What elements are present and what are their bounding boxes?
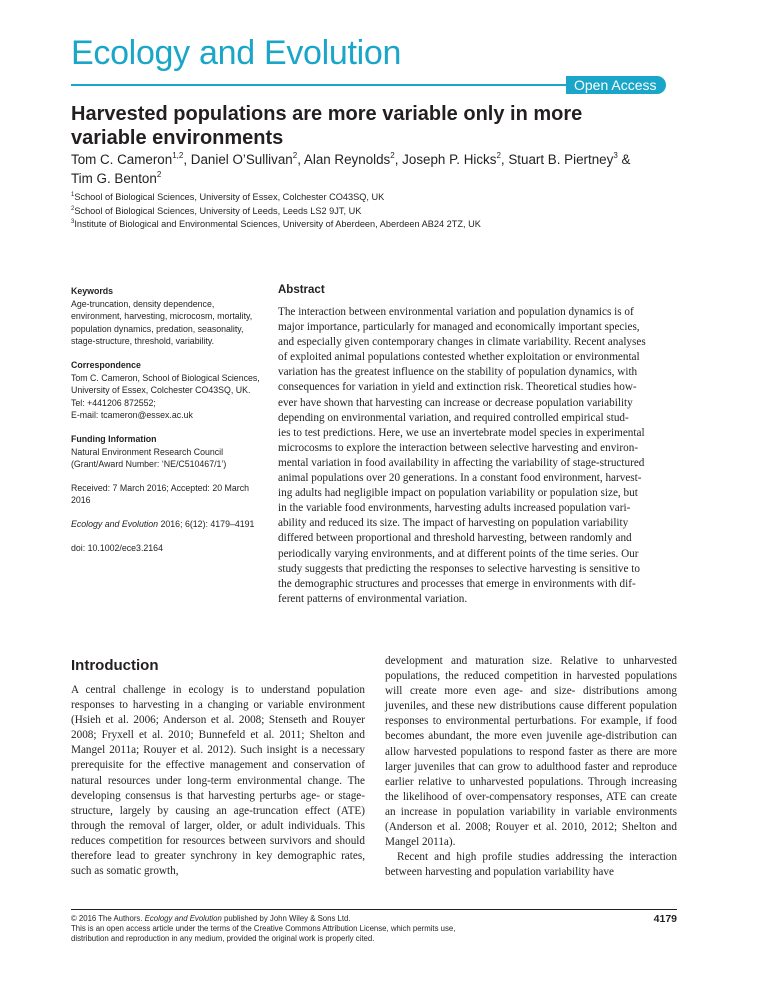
author-name: Daniel O’Sullivan bbox=[190, 152, 293, 167]
article-title bbox=[71, 102, 671, 150]
abstract-line: in the variable food environments, harvesting adults increased population vari- bbox=[278, 502, 631, 515]
abstract-line: ever have shown that harvesting can increase or decrease population variability bbox=[278, 396, 633, 409]
abstract-line: ies to test predictions. Here, we use an invertebrate model species in experimental bbox=[278, 426, 645, 439]
abstract-line: animal populations over 20 generations. In a constant food environment, harvest- bbox=[278, 472, 642, 485]
affiliation-text: Institute of Biological and Environmental Sciences, University of Aberdeen, Aberdeen AB24 2TZ, UK bbox=[74, 219, 481, 230]
abstract-line: ferent patterns of environmental variation. bbox=[278, 592, 468, 605]
correspondence-telephone: Tel: +441206 872552; bbox=[71, 397, 156, 408]
open-access-badge: Open Access bbox=[566, 76, 666, 94]
citation bbox=[71, 518, 267, 531]
affiliation bbox=[71, 205, 691, 219]
abstract-line: ing adults had negligible impact on population variability or population size, but bbox=[278, 487, 638, 500]
correspondence-heading: Correspondence bbox=[71, 359, 141, 370]
keywords-text: Age-truncation, density dependence, environment, harvesting, microcosm, mortality, population dynamics, predation, seasonality, stage-structure, threshold, variability. bbox=[71, 298, 253, 347]
author-affiliation-mark: 2 bbox=[390, 151, 395, 160]
keywords-block bbox=[71, 285, 267, 348]
abstract-section bbox=[278, 284, 677, 607]
abstract-line: depending on environmental variation, and required controlled empirical stud- bbox=[278, 411, 629, 424]
introduction-column-left bbox=[71, 683, 365, 879]
abstract-line: microcosms to explore the interaction between selective harvesting and environ- bbox=[278, 441, 639, 454]
funding-text: Natural Environment Research Council (Grant/Award Number: ‘NE/C510467/1’) bbox=[71, 446, 227, 470]
copyright-line bbox=[71, 914, 541, 924]
abstract-heading: Abstract bbox=[278, 284, 325, 296]
funding-heading: Funding Information bbox=[71, 433, 157, 444]
article-info-sidebar bbox=[71, 285, 267, 565]
footer-license bbox=[71, 914, 541, 945]
author-affiliation-mark: 3 bbox=[613, 151, 618, 160]
license-line: distribution and reproduction in any medium, provided the original work is properly cited. bbox=[71, 934, 375, 944]
introduction-column-right bbox=[385, 654, 677, 880]
abstract-line: ability and reduced its size. The impact of harvesting on population variability bbox=[278, 517, 629, 530]
author-affiliation-mark: 2 bbox=[496, 151, 501, 160]
abstract-line: The interaction between environmental variation and population dynamics is of bbox=[278, 306, 634, 318]
article-title-line-2: variable environments bbox=[71, 127, 284, 149]
correspondence-block bbox=[71, 359, 267, 422]
author-name: Joseph P. Hicks bbox=[402, 152, 497, 167]
introduction-paragraph: Recent and high profile studies addressing the interaction between harvesting and population variability have bbox=[385, 851, 677, 879]
citation-journal: Ecology and Evolution bbox=[71, 518, 159, 529]
article-title-line-1: Harvested populations are more variable only in more bbox=[71, 103, 583, 125]
affiliation-number: 2 bbox=[71, 205, 75, 212]
doi-block bbox=[71, 542, 267, 555]
header-rule bbox=[71, 84, 566, 86]
affiliation-text: School of Biological Sciences, University of Leeds, Leeds LS2 9JT, UK bbox=[74, 205, 362, 216]
abstract-line: differed between proportional and threshold harvesting, between randomly and bbox=[278, 532, 632, 545]
abstract-text bbox=[278, 305, 677, 607]
abstract-line: consequences for variation in yield and extinction risk. Theoretical studies how- bbox=[278, 381, 637, 394]
author-name: Alan Reynolds bbox=[303, 152, 391, 167]
abstract-line: major importance, particularly for managed and economically important species, bbox=[278, 321, 640, 334]
author-affiliation-mark: 2 bbox=[156, 170, 162, 179]
introduction-paragraph: A central challenge in ecology is to understand population responses to harvesting in a changing or variable environment (Hsieh et al. 2006; Anderson et al. 2008; Stenseth and Rouyer 2008; Fryxell et al. 2010; Bunnefeld et al. 2011; Shelton and Mangel 2011a; Rouyer et al. 2012). Such insight is a necessary prerequisite for the effective management and conservation of natural resources under long-term environmental change. The developing consensus is that harvesting perturbs age- or stage-structure, largely by causing an age-truncation effect (ATE) through the removal of larger, older, or adult individuals. This reduces competition for resources between survivors and should therefore lead to greater synchrony in key demographic rates, such as somatic growth, bbox=[71, 684, 365, 878]
affiliation bbox=[71, 218, 691, 232]
author-name: Tom C. Cameron bbox=[71, 152, 173, 167]
author-list: Tom C. Cameron$^{1,2}$, Daniel O’Sullivan$^2$, Alan Reynolds$^2$, Joseph P. Hicks$^2$, Stuart B. Piertney$^3$ & Tim G. Benton$^2$ bbox=[71, 151, 631, 186]
citation-details: 2016; 6(12): 4179–4191 bbox=[158, 518, 255, 529]
abstract-line: periodically varying environments, and at different points of the time series. Our bbox=[278, 547, 639, 560]
affiliation bbox=[71, 191, 691, 205]
received-accepted-dates: Received: 7 March 2016; Accepted: 20 March 2016 bbox=[71, 482, 249, 506]
affiliations bbox=[71, 191, 691, 232]
copyright-prefix: © 2016 The Authors. bbox=[71, 914, 145, 923]
author-affiliation-mark: 1,2 bbox=[172, 151, 184, 160]
doi[interactable]: doi: 10.1002/ece3.2164 bbox=[71, 542, 163, 553]
citation-block bbox=[71, 518, 267, 531]
affiliation-number: 3 bbox=[71, 219, 75, 226]
abstract-line: of exploited animal populations contested whether exploitation or environmental bbox=[278, 351, 640, 364]
introduction-heading: Introduction bbox=[71, 657, 159, 674]
dates-block bbox=[71, 482, 267, 507]
correspondence-email[interactable]: E-mail: tcameron@essex.ac.uk bbox=[71, 410, 193, 421]
copyright-suffix: published by John Wiley & Sons Ltd. bbox=[221, 914, 351, 923]
keywords-heading: Keywords bbox=[71, 286, 114, 296]
affiliation-text: School of Biological Sciences, University of Essex, Colchester CO43SQ, UK bbox=[74, 192, 385, 202]
journal-title: Ecology and Evolution bbox=[71, 34, 402, 72]
abstract-line: mental variation in food availability in affecting the variability of stage-structured bbox=[278, 456, 645, 469]
affiliation-number: 1 bbox=[71, 192, 75, 198]
footer-rule bbox=[71, 909, 677, 910]
author-name: Stuart B. Piertney bbox=[508, 152, 614, 167]
abstract-line: study suggests that predicting the responses to selective harvesting is sensitive to bbox=[278, 562, 640, 575]
correspondence-address: Tom C. Cameron, School of Biological Sciences, University of Essex, Colchester CO43SQ, UK. bbox=[71, 372, 260, 396]
abstract-line: the demographic structures and processes that emerge in environments with dif- bbox=[278, 577, 636, 590]
introduction-paragraph: development and maturation size. Relative to unharvested populations, the reduced competition in harvested populations will create more even age- and size- distributions among juveniles, and these new distributions cause different population responses to environmental perturbations. For example, if food becomes abundant, the more even juvenile age-distribution can allow harvested populations to respond faster as there are more larger juveniles that can grow to adulthood faster and reproduce earlier relative to unharvested populations. Through increasing the likelihood of over-compensatory responses, ATE can create an increase in population variability in variable environments (Anderson et al. 2008; Rouyer et al. 2010, 2012; Shelton and Mangel 2011a). bbox=[385, 655, 677, 849]
abstract-line: and especially given contemporary changes in climate variability. Recent analyses bbox=[278, 336, 646, 349]
author-affiliation-mark: 2 bbox=[292, 151, 298, 160]
copyright-journal: Ecology and Evolution bbox=[144, 914, 222, 923]
funding-block bbox=[71, 433, 267, 471]
license-line: This is an open access article under the terms of the Creative Commons Attribution License, which permits use, bbox=[71, 924, 456, 934]
abstract-line: variation has the greatest influence on the stability of population dynamics, with bbox=[278, 366, 638, 379]
author-name: Tim G. Benton bbox=[71, 171, 157, 186]
page-number: 4179 bbox=[653, 913, 677, 925]
